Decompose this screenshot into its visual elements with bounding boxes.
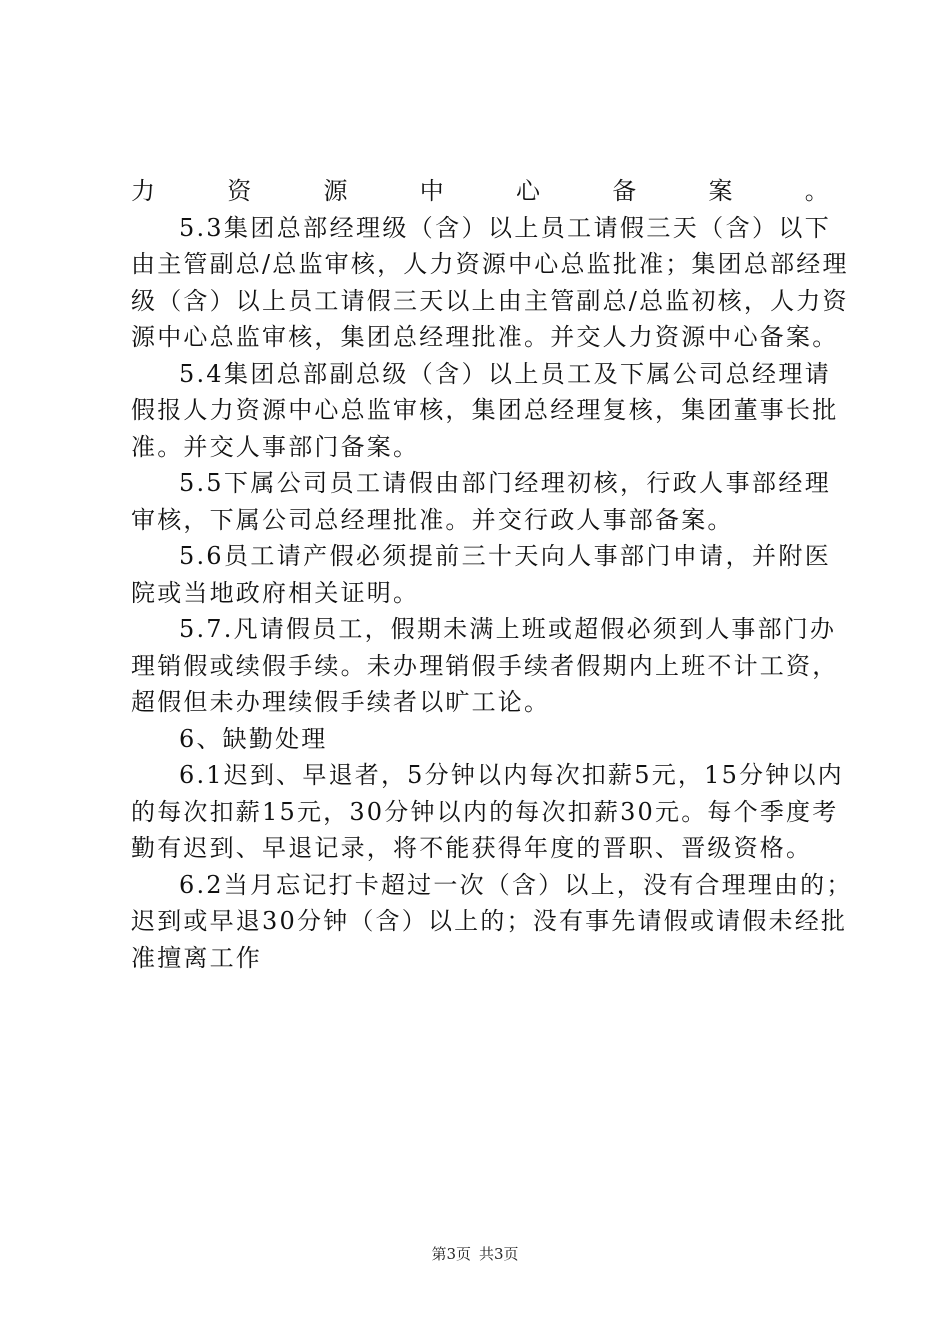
paragraph-line: 5.7.凡请假员工，假期未满上班或超假必须到人事部门办 <box>179 615 837 643</box>
paragraph-line: 假报人力资源中心总监审核，集团总经理复核，集团董事长批 <box>131 396 839 424</box>
paragraph-line: 理销假或续假手续。未办理销假手续者假期内上班不计工资， <box>131 651 839 680</box>
page-total: 共3页 <box>479 1245 519 1263</box>
paragraph-line: 准擅离工作 <box>131 943 262 972</box>
paragraph-line: 由主管副总/总监审核，人力资源中心总监批准；集团总部经理 <box>131 250 849 278</box>
paragraph-line: 6.2当月忘记打卡超过一次（含）以上，没有合理理由的； <box>179 870 853 899</box>
paragraph-line: 的每次扣薪15元，30分钟以内的每次扣薪30元。每个季度考 <box>131 797 839 826</box>
paragraph-line: 超假但未办理续假手续者以旷工论。 <box>131 688 551 716</box>
paragraph-line: 审核，下属公司总经理批准。并交行政人事部备案。 <box>131 505 734 534</box>
paragraph-line: 院或当地政府相关证明。 <box>131 578 420 607</box>
section-heading: 6、缺勤处理 <box>179 724 328 753</box>
paragraph-line: 5.3集团总部经理级（含）以上员工请假三天（含）以下 <box>179 213 831 242</box>
paragraph-line: 勤有迟到、早退记录，将不能获得年度的晋职、晋级资格。 <box>131 834 813 862</box>
paragraph-line: 源中心总监审核，集团总经理批准。并交人力资源中心备案。 <box>131 323 839 351</box>
paragraph-line: 5.5下属公司员工请假由部门经理初核，行政人事部经理 <box>179 469 831 497</box>
paragraph-line: 准。并交人事部门备案。 <box>131 432 420 461</box>
page-footer <box>0 1244 950 1264</box>
paragraph-line: 6.1迟到、早退者，5分钟以内每次扣薪5元，15分钟以内 <box>179 761 844 789</box>
document-body <box>131 173 853 976</box>
paragraph-line: 力资源中心备案。 <box>131 177 831 205</box>
paragraph-line: 5.4集团总部副总级（含）以上员工及下属公司总经理请 <box>179 359 831 388</box>
paragraph-line: 5.6员工请产假必须提前三十天向人事部门申请，并附医 <box>179 542 831 570</box>
paragraph-line: 迟到或早退30分钟（含）以上的；没有事先请假或请假未经批 <box>131 907 848 935</box>
page-number: 第3页 <box>431 1245 471 1263</box>
paragraph-line: 级（含）以上员工请假三天以上由主管副总/总监初核，人力资 <box>131 286 849 315</box>
